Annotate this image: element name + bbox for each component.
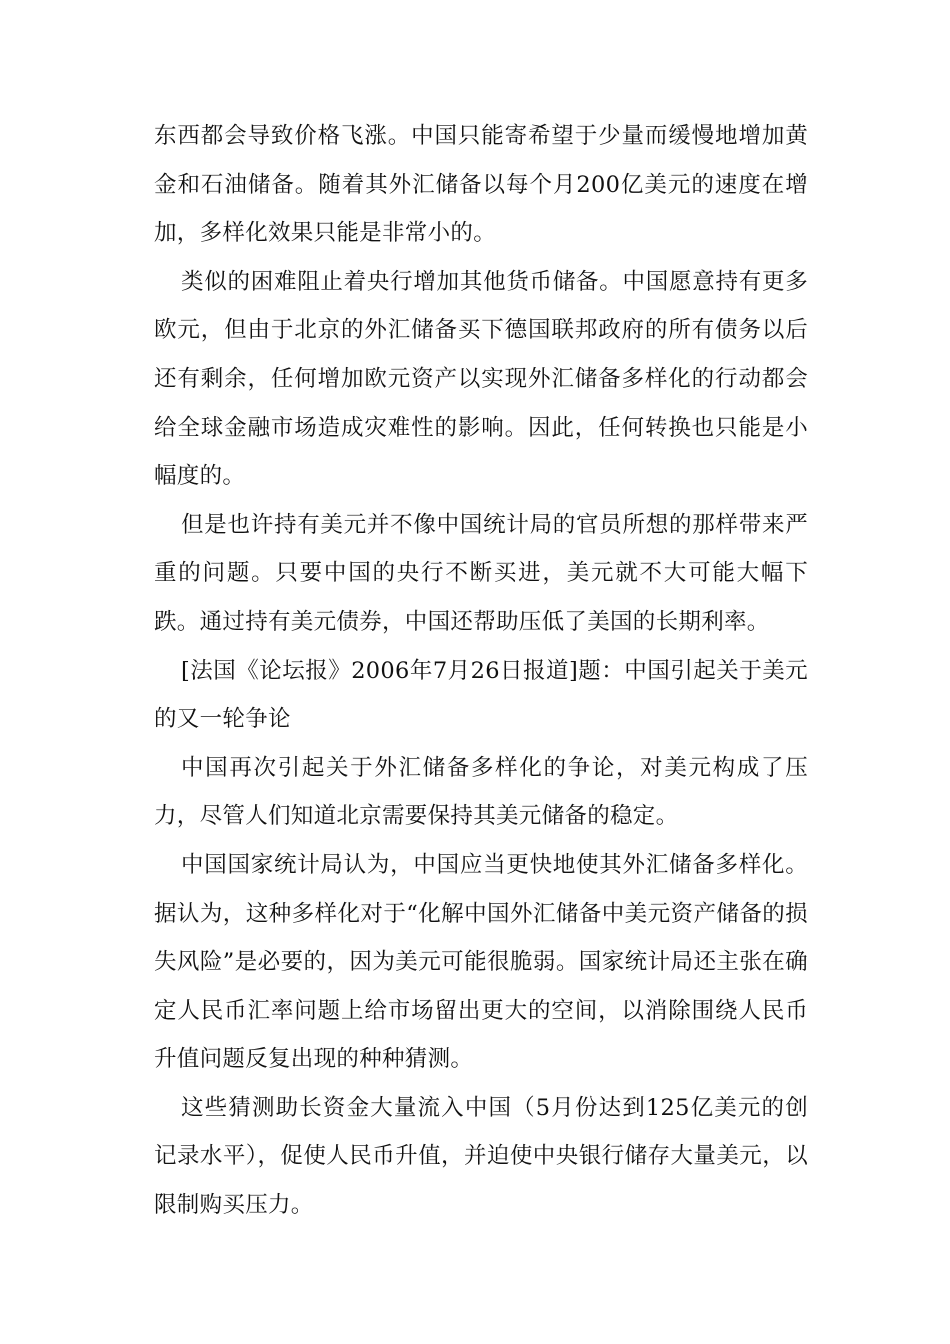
paragraph: 这些猜测助长资金大量流入中国（5月份达到125亿美元的创记录水平），促使人民币升值，并迫使中央银行储存大量美元，以限制购买压力。 (154, 1094, 808, 1219)
paragraph: 中国国家统计局认为，中国应当更快地使其外汇储备多样化。据认为，这种多样化对于“化解中国外汇储备中美元资产储备的损失风险”是必要的，因为美元可能很脆弱。国家统计局还主张在确定人民币汇率问题上给市场留出更大的空间，以消除围绕人民币升值问题反复出现的种种猜测。 (154, 851, 808, 1073)
paragraph: 类似的困难阻止着央行增加其他货币储备。中国愿意持有更多欧元，但由于北京的外汇储备买下德国联邦政府的所有债务以后还有剩余，任何增加欧元资产以实现外汇储备多样化的行动都会给全球金融市场造成灾难性的影响。因此，任何转换也只能是小幅度的。 (154, 268, 808, 490)
paragraph: 中国再次引起关于外汇储备多样化的争论，对美元构成了压力，尽管人们知道北京需要保持其美元储备的稳定。 (154, 754, 808, 830)
article-heading: [法国《论坛报》2006年7月26日报道]题：中国引起关于美元的又一轮争论 (154, 657, 808, 733)
document-body (154, 112, 808, 1230)
paragraph-continuation: 东西都会导致价格飞涨。中国只能寄希望于少量而缓慢地增加黄金和石油储备。随着其外汇储备以每个月200亿美元的速度在增加，多样化效果只能是非常小的。 (154, 123, 808, 247)
paragraph: 但是也许持有美元并不像中国统计局的官员所想的那样带来严重的问题。只要中国的央行不断买进，美元就不大可能大幅下跌。通过持有美元债券，中国还帮助压低了美国的长期利率。 (154, 511, 808, 635)
